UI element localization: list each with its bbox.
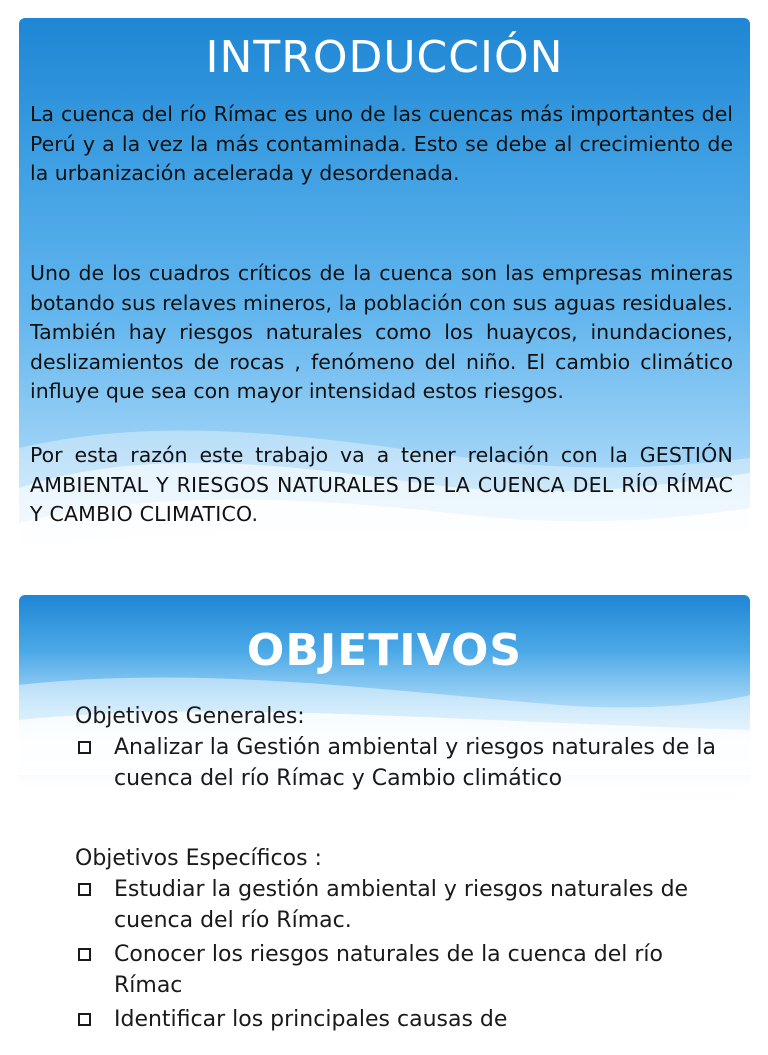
slide-title: INTRODUCCIÓN (205, 32, 564, 83)
intro-paragraph-2: Uno de los cuadros críticos de la cuenca son las empresas mineras botando sus relaves mineros, la población con sus aguas residuales. También hay riesgos naturales como los huaycos, inundaciones, deslizamientos de rocas , fenómeno del niño. El cambio climático influye que sea con mayor intensidad estos riesgos. (30, 261, 733, 403)
intro-paragraph-1: La cuenca del río Rímac es uno de las cuencas más importantes del Perú y a la vez la más contaminada. Esto se debe al crecimiento de la urbanización acelerada y desordenada. (30, 102, 733, 185)
specific-objectives-label: Objetivos Específicos : (75, 846, 322, 871)
list-item (75, 874, 735, 936)
intro-paragraph-3-lead: Por esta razón este trabajo va a tener relación con la (30, 443, 628, 467)
general-objectives (75, 701, 735, 794)
specific-objectives (75, 843, 735, 1035)
list-item-text: Conocer los riesgos naturales de la cuenca del río Rímac (114, 942, 663, 998)
list-item (75, 939, 735, 1001)
intro-paragraph-3 (30, 441, 733, 530)
intro-paragraph-3-upper: GESTIÓN AMBIENTAL Y RIESGOS NATURALES DE LA CUENCA DEL RÍO RÍMAC Y CAMBIO CLIMATICO. (30, 443, 733, 526)
list-item-text: Identificar los principales causas de (114, 1007, 508, 1032)
checkbox-bullet-icon (78, 883, 91, 896)
slide-introduccion (19, 18, 750, 562)
list-item (75, 732, 735, 794)
checkbox-bullet-icon (78, 948, 91, 961)
list-item-text: Estudiar la gestión ambiental y riesgos naturales de cuenca del río Rímac. (114, 877, 689, 933)
checkbox-bullet-icon (78, 741, 91, 754)
slide-title: OBJETIVOS (246, 625, 523, 676)
list-item (75, 1004, 735, 1035)
slide-objetivos (19, 595, 750, 1055)
list-item-text: Analizar la Gestión ambiental y riesgos naturales de la cuenca del río Rímac y Cambio climático (114, 735, 716, 791)
general-objectives-label: Objetivos Generales: (75, 704, 305, 729)
checkbox-bullet-icon (78, 1013, 91, 1026)
